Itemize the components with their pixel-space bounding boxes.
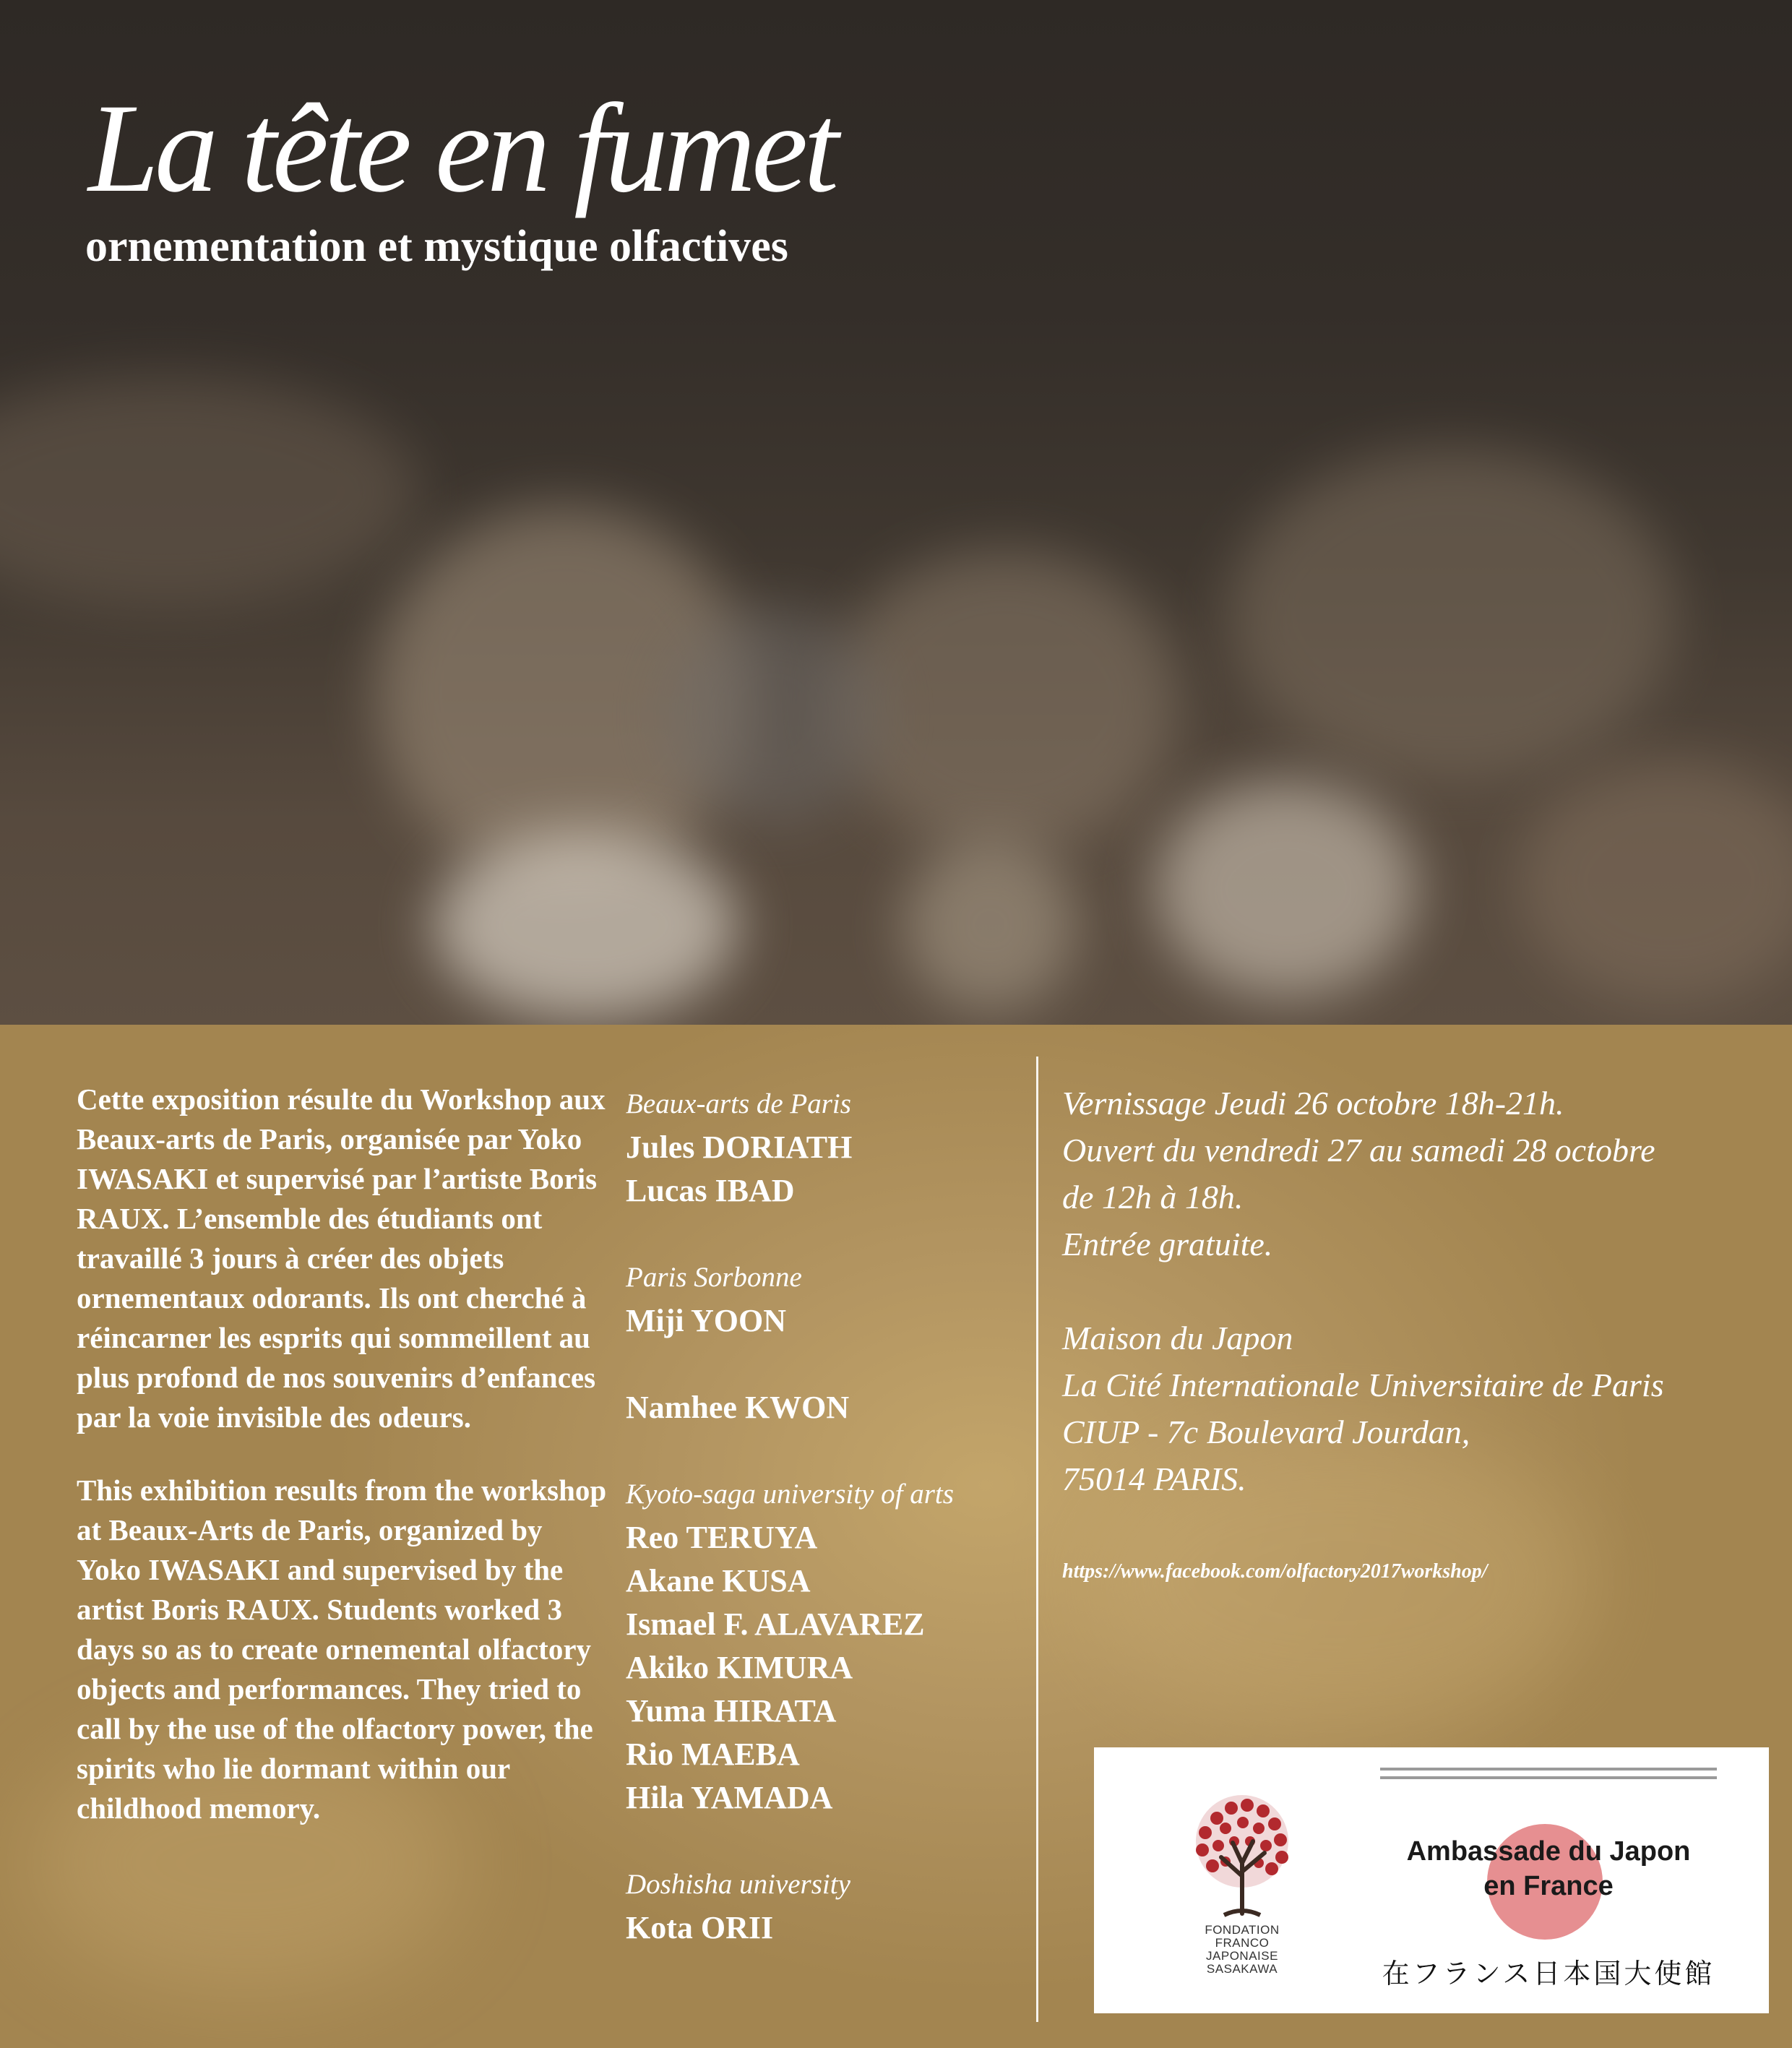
ambassade-name-japanese: 在フランス日本国大使館: [1382, 1958, 1715, 1989]
school-name: Doshisha university: [626, 1869, 850, 1900]
student-group: [626, 1083, 1030, 1213]
student-name: Lucas IBAD: [626, 1173, 795, 1208]
student-name: Namhee KWON: [626, 1390, 850, 1425]
student-name-spacer: [626, 1343, 1030, 1386]
student-group: [626, 1256, 1030, 1429]
student-group: [626, 1863, 1030, 1950]
entry-fee: Entrée gratuite.: [1062, 1226, 1273, 1262]
student-group: [626, 1473, 1030, 1820]
column-divider: [1036, 1057, 1038, 2022]
facebook-link[interactable]: https://www.facebook.com/olfactory2017workshop/: [1062, 1560, 1488, 1583]
ambassade-name: Ambassade du Japon en France: [1406, 1836, 1691, 1901]
vernissage-date: Vernissage Jeudi 26 octobre 18h-21h.: [1062, 1085, 1564, 1122]
venue-name: Maison du Japon: [1062, 1320, 1293, 1356]
venue-city: 75014 PARIS.: [1062, 1460, 1246, 1497]
info-panel: [0, 1025, 1792, 2048]
exhibition-title: La tête en fumet: [88, 78, 835, 219]
tree-icon: [1173, 1791, 1311, 1921]
description-english: This exhibition results from the workshop at Beaux-Arts de Paris, organized by Yoko IWASAKI and supervised by the artist Boris RAUX. Students worked 3 days so as to create ornemental olfactory objects and performances. They tried to call by the use of the olfactory power, the spirits who lie dormant within our childhood memory.: [77, 1473, 607, 1825]
student-name: Akane KUSA: [626, 1563, 811, 1599]
student-name: Kota ORII: [626, 1910, 774, 1945]
sponsor-logos: [1094, 1747, 1769, 2013]
student-name: Miji YOON: [626, 1303, 786, 1338]
school-name: Paris Sorbonne: [626, 1262, 802, 1293]
school-name: Beaux-arts de Paris: [626, 1088, 851, 1119]
event-info-column: [1062, 1080, 1756, 1586]
student-name: Hila YAMADA: [626, 1780, 833, 1815]
school-name: Kyoto-saga university of arts: [626, 1479, 954, 1510]
fondation-sasakawa-logo: [1173, 1791, 1311, 1979]
ambassade-japon-logo: [1380, 1768, 1717, 1999]
student-name: Rio MAEBA: [626, 1737, 800, 1772]
student-name: Reo TERUYA: [626, 1520, 818, 1555]
exhibition-subtitle: ornementation et mystique olfactives: [85, 222, 788, 271]
venue-campus: La Cité Internationale Universitaire de Paris: [1062, 1367, 1664, 1403]
student-name: Yuma HIRATA: [626, 1693, 837, 1729]
student-name: Ismael F. ALAVAREZ: [626, 1606, 925, 1642]
students-column: [626, 1083, 1030, 1950]
description-column: [77, 1080, 611, 1828]
student-name: Jules DORIATH: [626, 1130, 853, 1165]
venue-address: CIUP - 7c Boulevard Jourdan,: [1062, 1414, 1470, 1450]
opening-dates: Ouvert du vendredi 27 au samedi 28 octobre: [1062, 1132, 1655, 1169]
opening-hours: de 12h à 18h.: [1062, 1179, 1244, 1216]
fondation-name: FONDATION FRANCO JAPONAISE SASAKAWA: [1205, 1923, 1280, 1976]
description-french: Cette exposition résulte du Workshop aux Beaux-arts de Paris, organisée par Yoko IWASAKI et supervisé par l’artiste Boris RAUX. L’ensemble des étudiants ont travaillé 3 jours à créer des objets ornementaux odorants. Ils ont cherché à réincarner les esprits qui sommeillent au plus profond de nos souvenirs d’enfances par la voie invisible des odeurs.: [77, 1083, 606, 1434]
student-name: Akiko KIMURA: [626, 1650, 853, 1685]
